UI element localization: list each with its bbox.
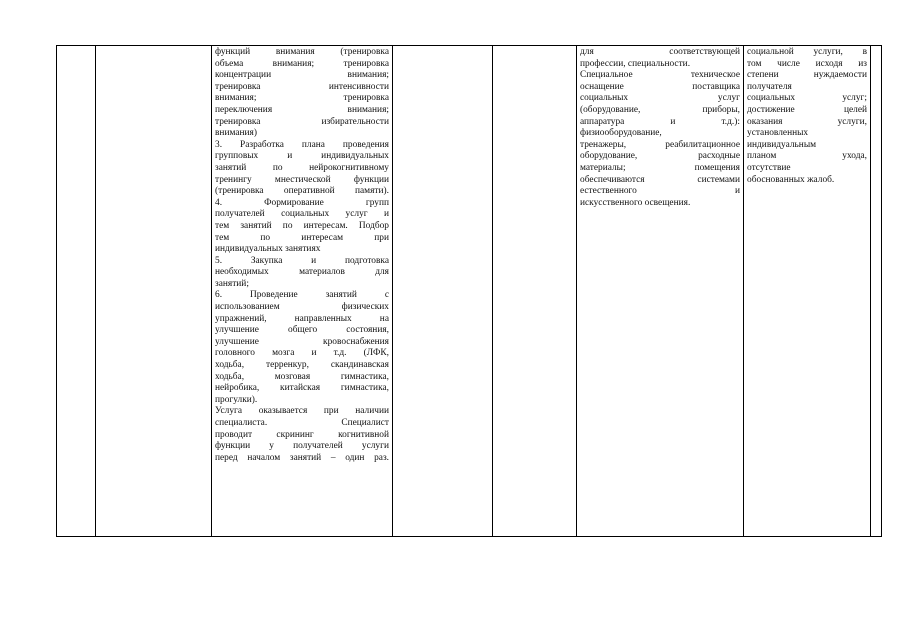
text-line: 4. Формирование групп [215,197,389,208]
text-line: обеспечиваются системами [580,174,740,185]
table-cell-col-2 [96,46,212,537]
text-line: оказания услуги, [747,116,867,127]
text-line: ходьба, мозговая гимнастика, [215,371,389,382]
text-line: нейробика, китайская гимнастика, [215,383,389,394]
text-line: тем по интересам при [215,232,389,243]
text-line: для соответствующей [580,47,740,57]
text-line: искусственного освещения. [580,197,691,208]
text-line: специалиста. Специалист [215,418,389,428]
text-line: планом ухода, [747,151,867,162]
table-row [57,46,882,537]
text-line: индивидуальных занятиях [215,244,321,255]
text-line: 3. Разработка плана проведения [215,139,389,150]
text-line: получателя [747,81,792,92]
text-line: перед началом занятий – один раз. [215,452,389,463]
text-line: физиооборудование, [580,128,662,139]
table-cell-col-8 [871,46,882,537]
text-line: аппаратура и т.д.): [580,116,740,127]
text-line: объема внимания; тренировка [215,58,389,69]
text-line: тренировка интенсивности [215,81,389,92]
text-line: использованием физических [215,302,389,313]
text-line: социальной услуги, в [747,47,867,57]
text-line: концентрации внимания; [215,70,389,81]
text-line: 5. Закупка и подготовка [215,255,389,266]
table-cell-quality-indicators [744,46,871,537]
text-line: упражнений, направленных на [215,313,389,324]
text-line: занятий по нейрокогнитивному [215,162,389,173]
text-line: достижение целей [747,104,867,115]
table-cell-service-content [212,46,393,537]
text-line: внимания; тренировка [215,93,389,104]
text-line: оборудование, расходные [580,151,740,162]
text-line: занятий; [215,278,249,289]
text-line: профессии, специальности. [580,58,691,69]
text-line: социальных услуг; [747,93,867,104]
text-line: индивидуальным [747,139,817,150]
table-cell-col-4 [393,46,493,537]
text-line: естественного и [580,186,740,197]
text-line: переключения внимания; [215,104,389,115]
text-line: улучшение кровоснабжения [215,336,389,347]
text-line: ходьба, терренкур, скандинавская [215,360,389,371]
text-line: функции у получателей услуги [215,441,389,452]
text-line: внимания) [215,128,257,139]
services-table [56,45,882,537]
text-line: степени нуждаемости [747,70,867,81]
text-line: том числе исходя из [747,58,867,69]
text-line: оснащение поставщика [580,81,740,92]
text-line: групповых и индивидуальных [215,151,389,162]
text-line: тренировка избирательности [215,116,389,127]
text-line: прогулки). [215,394,258,405]
text-line: 6. Проведение занятий с [215,290,389,301]
text-line: улучшение общего состояния, [215,325,389,336]
table-cell-col-5 [493,46,577,537]
table-cell-col-1 [57,46,96,537]
text-line: (оборудование, приборы, [580,104,740,115]
text-line: функций внимания (тренировка [215,47,389,57]
text-line: необходимых материалов для [215,267,389,278]
text-line: Специальное техническое [580,70,740,81]
text-line: социальных услуг [580,93,740,104]
text-line: материалы; помещения [580,162,740,173]
text-line: Услуга оказывается при наличии [215,406,389,417]
text-line: головного мозга и т.д. (ЛФК, [215,348,389,359]
text-line: получателей социальных услуг и [215,209,389,220]
text-line: тем занятий по интересам. Подбор [215,220,389,231]
table-cell-conditions [577,46,744,537]
text-line: обоснованных жалоб. [747,174,835,185]
text-line: тренажеры, реабилитационное [580,139,740,150]
text-line: (тренировка оперативной памяти). [215,186,389,197]
text-line: тренингу мнестической функции [215,174,389,185]
text-line: отсутствие [747,162,791,173]
text-line: установленных [747,128,809,139]
text-line: проводит скрининг когнитивной [215,429,389,440]
